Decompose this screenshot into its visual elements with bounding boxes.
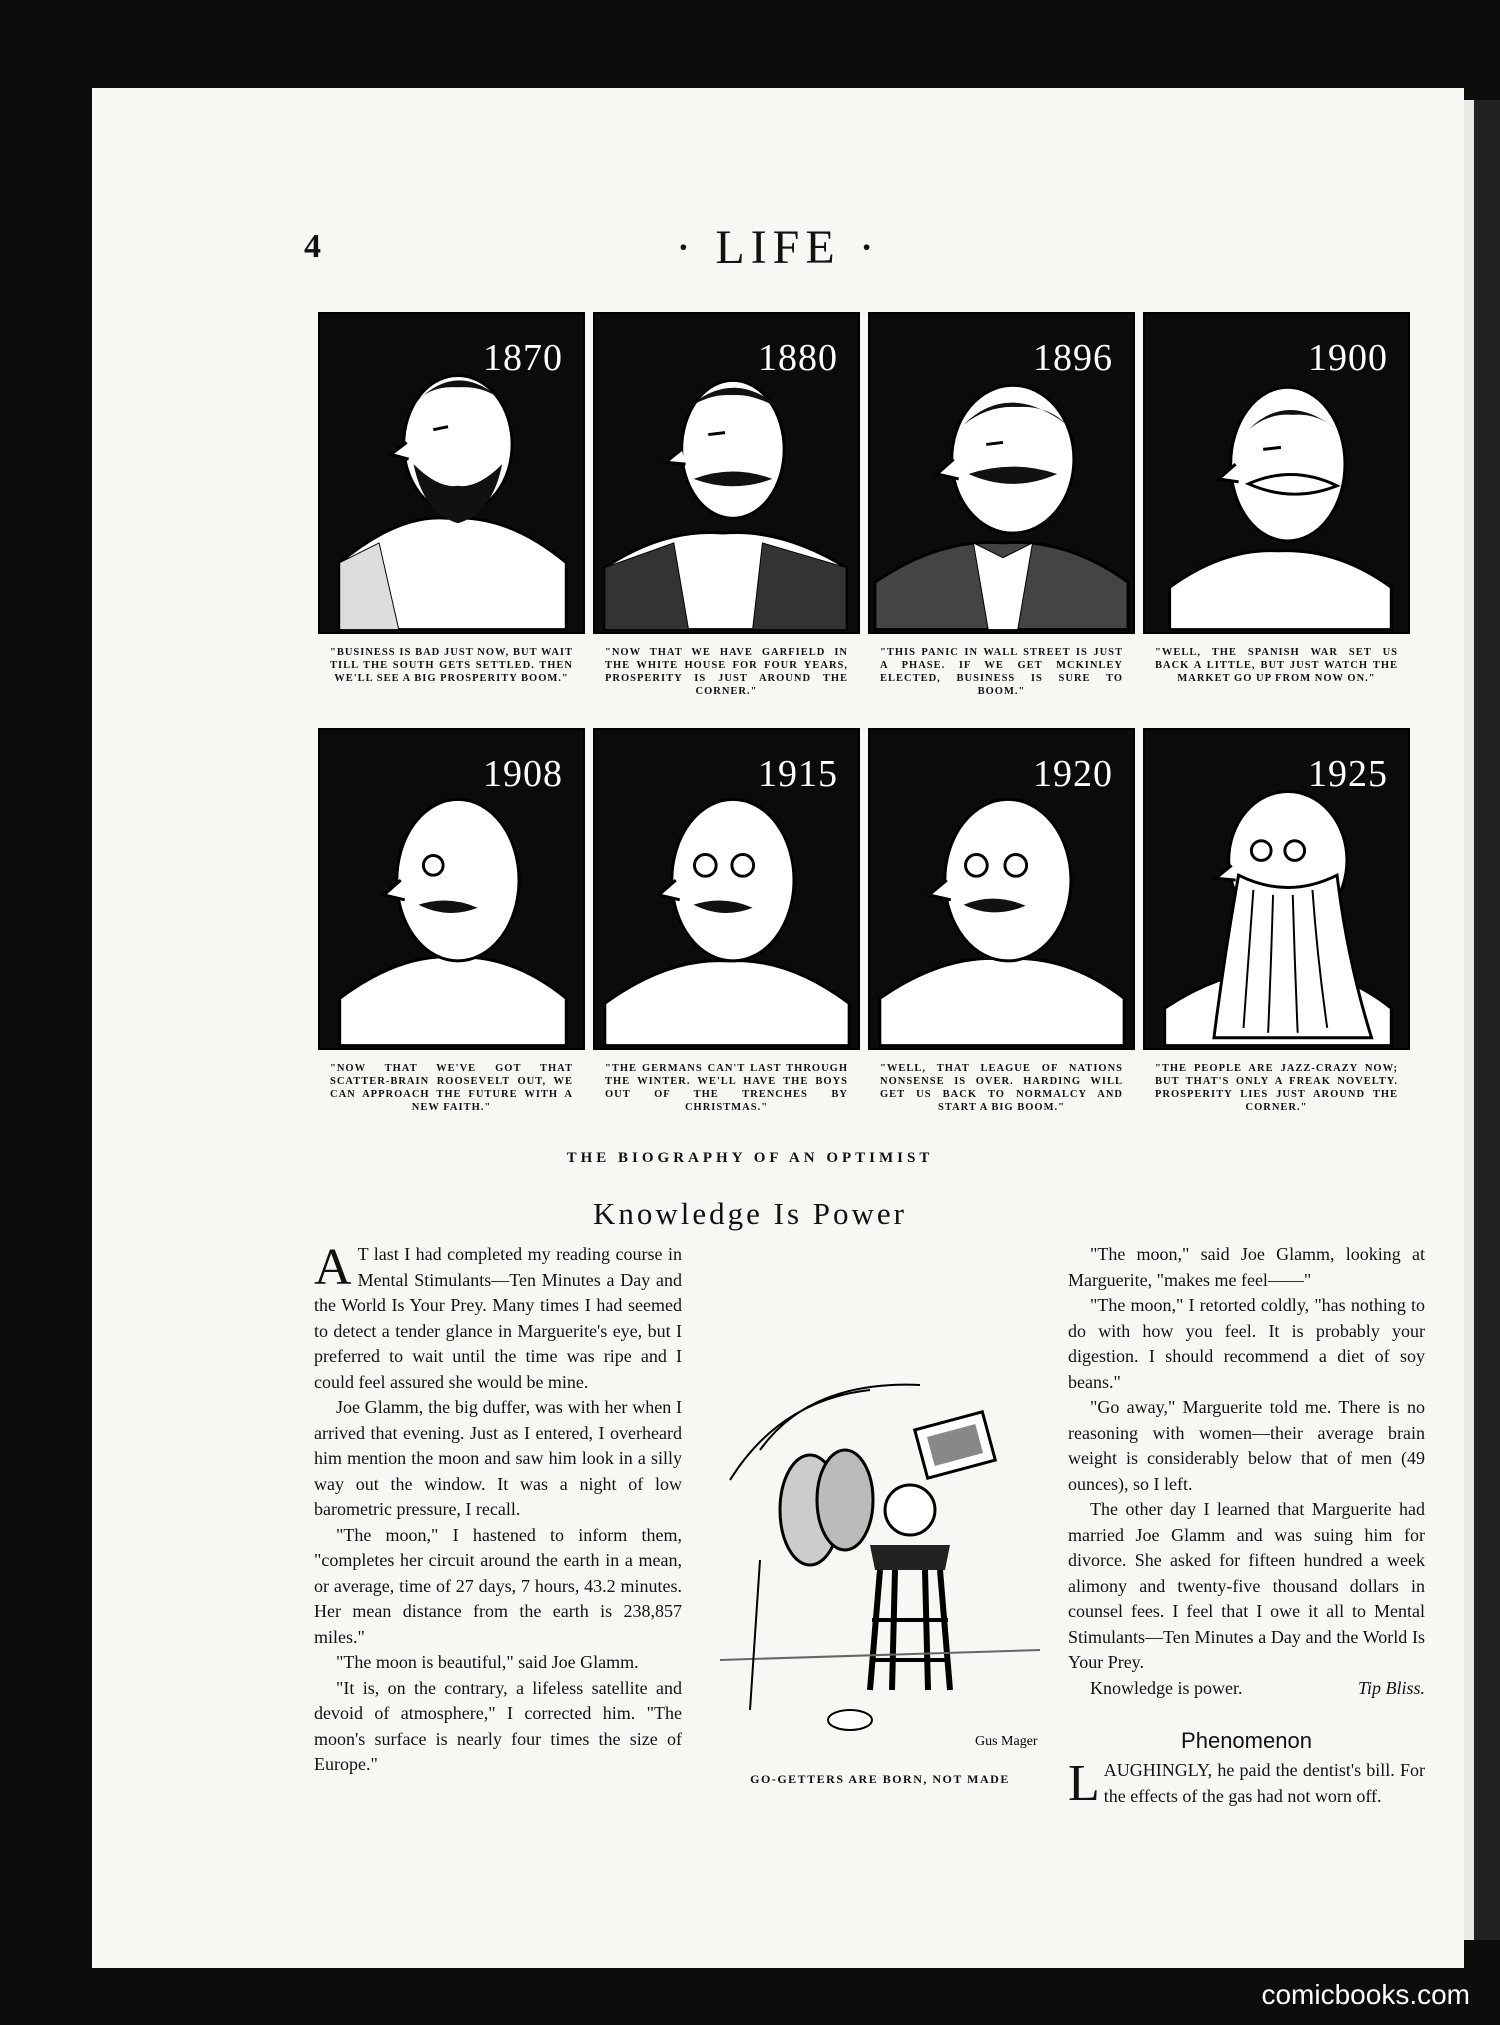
optimist-portrait-1908 — [320, 730, 583, 1048]
panel-caption: "WELL, THAT LEAGUE OF NATIONS NONSENSE IS OVER. HARDING WILL GET US BACK TO NORMALCY AND START A BIG BOOM." — [880, 1063, 1123, 1113]
optimist-portrait-1900 — [1145, 314, 1408, 632]
panel-caption: "WELL, THE SPANISH WAR SET US BACK A LITTLE, BUT JUST WATCH THE MARKET GO UP FROM NOW ON." — [1155, 647, 1398, 684]
cartoon-panel-1920 — [868, 728, 1135, 1114]
panel-caption: "NOW THAT WE'VE GOT THAT SCATTER-BRAIN ROOSEVELT OUT, WE CAN APPROACH THE FUTURE WITH A NEW FAITH." — [330, 1063, 573, 1113]
optimist-portrait-1915 — [595, 730, 858, 1048]
baby-on-stool-illustration — [720, 1360, 1040, 1772]
panel-year: 1920 — [1033, 753, 1113, 795]
panel-year: 1880 — [758, 337, 838, 379]
article-paragraph: Knowledge is power. — [1090, 1677, 1243, 1698]
phenomenon-body: AUGHINGLY, he paid the dentist's bill. For the effects of the gas had not worn off. — [1103, 1760, 1425, 1806]
drop-cap: L — [1068, 1755, 1100, 1812]
article-paragraph: "The moon," I hastened to inform them, "completes her circuit around the earth in a mean, or average, time of 27 days, 7 hours, 43.2 minutes. Her mean distance from the earth is 238,857 miles." — [314, 1524, 682, 1647]
article-paragraph: "The moon is beautiful," said Joe Glamm. — [336, 1652, 639, 1672]
cartoon-grid — [318, 312, 1412, 1114]
cartoon-panel-1880 — [593, 312, 860, 698]
cartoon-row-1 — [318, 312, 1412, 698]
cartoon-panel-1915 — [593, 728, 860, 1114]
panel-year: 1900 — [1308, 337, 1388, 379]
panel-caption: "THE PEOPLE ARE JAZZ-CRAZY NOW; BUT THAT'S ONLY A FREAK NOVELTY. PROSPERITY LIES JUST AROUND THE CORNER." — [1155, 1063, 1398, 1113]
cartoon-panel-1908 — [318, 728, 585, 1114]
panel-year: 1915 — [758, 753, 838, 795]
phenomenon-text — [1068, 1755, 1425, 1812]
cartoon-panel-1870 — [318, 312, 585, 698]
article-title: Knowledge Is Power — [592, 1196, 907, 1231]
panel-year: 1870 — [483, 337, 563, 379]
article-paragraph: "It is, on the contrary, a lifeless satellite and devoid of atmosphere," I corrected him. "The moon's surface is nearly four times the size of Europe." — [314, 1677, 682, 1774]
artist-signature: Gus Mager — [975, 1734, 1038, 1749]
author-signature: Tip Bliss. — [1357, 1677, 1425, 1698]
optimist-portrait-1920 — [870, 730, 1133, 1048]
cartoon-panel-1900 — [1143, 312, 1410, 698]
article-column-left — [314, 1239, 682, 1778]
panel-caption: "BUSINESS IS BAD JUST NOW, BUT WAIT TILL THE SOUTH GETS SETTLED. THEN WE'LL SEE A BIG PROSPERITY BOOM." — [330, 647, 573, 684]
article-paragraph: "The moon," said Joe Glamm, looking at Marguerite, "makes me feel——" — [1068, 1244, 1425, 1290]
article-paragraph: "Go away," Marguerite told me. There is no reasoning with women—their average brain weight is considerably below that of men (49 ounces), so I left. — [1068, 1397, 1425, 1494]
panel-caption: "NOW THAT WE HAVE GARFIELD IN THE WHITE HOUSE FOR FOUR YEARS, PROSPERITY IS JUST AROUND THE CORNER." — [605, 647, 848, 697]
cartoon-panel-1925 — [1143, 728, 1410, 1114]
cartoon-title: THE BIOGRAPHY OF AN OPTIMIST — [566, 1150, 934, 1166]
magazine-header: · LIFE · — [675, 221, 881, 274]
panel-caption: "THIS PANIC IN WALL STREET IS JUST A PHASE. IF WE GET MCKINLEY ELECTED, BUSINESS IS SURE TO BOOM." — [880, 647, 1123, 697]
article-column-right — [1068, 1242, 1425, 1701]
phenomenon-title: Phenomenon — [1181, 1728, 1312, 1753]
panel-year: 1896 — [1033, 337, 1113, 379]
panel-caption: "THE GERMANS CAN'T LAST THROUGH THE WINTER. WE'LL HAVE THE BOYS OUT OF THE TRENCHES BY CHRISTMAS." — [605, 1063, 848, 1113]
optimist-portrait-1925 — [1145, 730, 1408, 1048]
panel-year: 1908 — [483, 753, 563, 795]
cartoon-panel-1896 — [868, 312, 1135, 698]
article-paragraph: "The moon," I retorted coldly, "has nothing to do with how you feel. It is probably your digestion. I should recommend a diet of soy beans." — [1068, 1295, 1425, 1392]
drop-cap: A — [314, 1239, 352, 1296]
article-paragraph: The other day I learned that Marguerite had married Joe Glamm and was suing him for divorce. She asked for fifteen hundred a week alimony and twenty-five thousand dollars in counsel fees. I feel that I owe it all to Mental Stimulants—Ten Minutes a Day and the World Is Your Prey. — [1068, 1499, 1425, 1672]
optimist-portrait-1870 — [320, 314, 583, 632]
illustration-caption: GO-GETTERS ARE BORN, NOT MADE — [750, 1772, 1010, 1786]
article-paragraph: Joe Glamm, the big duffer, was with her when I arrived that evening. Just as I entered, I overheard him mention the moon and saw him look in a silly way out the window. It was a night of low barometric pressure, I recall. — [314, 1397, 682, 1519]
adjacent-page-edge — [1464, 100, 1500, 1940]
optimist-portrait-1896 — [870, 314, 1133, 632]
page-number: 4 — [304, 228, 321, 265]
panel-year: 1925 — [1308, 753, 1388, 795]
cartoon-row-2 — [318, 728, 1412, 1114]
optimist-portrait-1880 — [595, 314, 858, 632]
article-paragraph: T last I had completed my reading course in Mental Stimulants—Ten Minutes a Day and the World Is Your Prey. Many times I had seemed to detect a tender glance in Marguerite's eye, but I preferred to wait until the time was ripe and I could feel assured she would be mine. — [314, 1244, 682, 1392]
site-watermark: comicbooks.com — [1261, 1979, 1470, 2010]
